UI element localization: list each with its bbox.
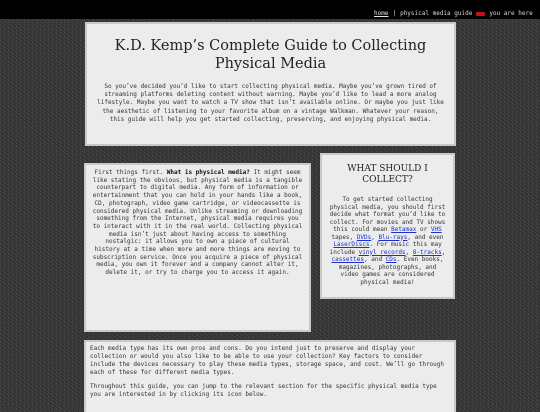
link-vhs[interactable]: VHS [430,226,442,233]
intro-panel [87,24,454,144]
page-title: K.D. Kemp’s Complete Guide to Collecting Physical Media [114,38,427,72]
jump-instructions-paragraph: Throughout this guide, you can jump to the relevant section for the specific physical media type you are interested in by clicking its icon below. [90,383,437,398]
link-laserdiscs[interactable]: LaserDiscs [333,241,370,248]
collect-text: . For music this may include [329,241,442,256]
link-8-tracks[interactable]: 8-tracks [412,248,442,256]
collect-paragraph [329,196,446,286]
collect-text: tapes, [331,233,357,241]
collect-text: , and [364,256,386,263]
collect-text: or [416,226,431,233]
you-are-here-marker-icon [476,12,485,16]
nav-home-link[interactable]: home [374,10,389,17]
link-betamax[interactable]: Betamax [391,226,417,233]
top-nav-bar [0,0,540,19]
what-is-physical-media-panel [86,165,309,330]
collect-text: , and even [407,233,444,241]
collect-text: , [371,233,379,241]
what-to-collect-panel [322,155,453,297]
what-is-question: What is physical media? [166,169,250,176]
link-vinyl-records[interactable]: vinyl records [358,248,406,256]
collect-text: , [405,248,413,256]
what-is-body: It might seem like stating the obvious, but physical media is a tangible counterpart to digital media. Any form of information or entertainment that you can hold in your hands like a book, CD, photograph, video game cartridge, or videocassette is considered physical media. Unlike streaming or downloading something from the Internet, physical media requires you to interact with it in the real world. Collecting physical media isn’t just about having access to something nostalgic: it allows you to own a piece of cultural history at a time when more and more things are moving to subscription service. Once you acquire a piece of physical media, you own it forever and a company cannot alter it, delete it, or try to charge you to access it again. [92,169,303,277]
breadcrumb [374,10,533,18]
collect-heading: WHAT SHOULD I COLLECT? [347,164,428,185]
what-is-lead: First things first. [94,169,167,176]
nav-separator: | [392,10,397,17]
nav-you-are-here: you are here [489,10,533,17]
link-dvds[interactable]: DVDs [356,233,372,241]
what-is-paragraph [91,169,304,277]
nav-current-page: physical media guide [400,10,473,17]
collect-text: . Even books, magazines, photographs, and video games are considered physical media! [338,256,444,286]
intro-paragraph: So you’ve decided you’d like to start collecting physical media. Maybe you’ve grown tired of streaming platforms deleting content without warning. Maybe you’d like to lead a more analog lifestyle. Maybe you want to watch a TV show that isn’t available online. Or maybe you just like the aesthetic of listening to your favorite album on a vintage Walkman. Whatever your reason, this guide will help you get started collecting, preserving, and enjoying physical media. [97,83,444,123]
pros-cons-paragraph: Each media type has its own pros and cons. Do you intend just to preserve and display your collection or would you also like to be able to use your collection? Key factors to consider include the devices necessary to play these media types, storage space, and cost. We’ll go through each of these for different media types. [90,345,445,376]
link-cassettes[interactable]: cassettes [331,256,364,263]
link-cds[interactable]: CDs [385,256,397,263]
collect-text: , [441,248,446,256]
media-types-panel [86,342,454,412]
link-blu-rays[interactable]: Blu-rays [378,233,408,241]
collect-text: To get started collecting physical media, you should first decide what format you’d like to collect. For movies and TV shows this could mean [329,196,446,233]
